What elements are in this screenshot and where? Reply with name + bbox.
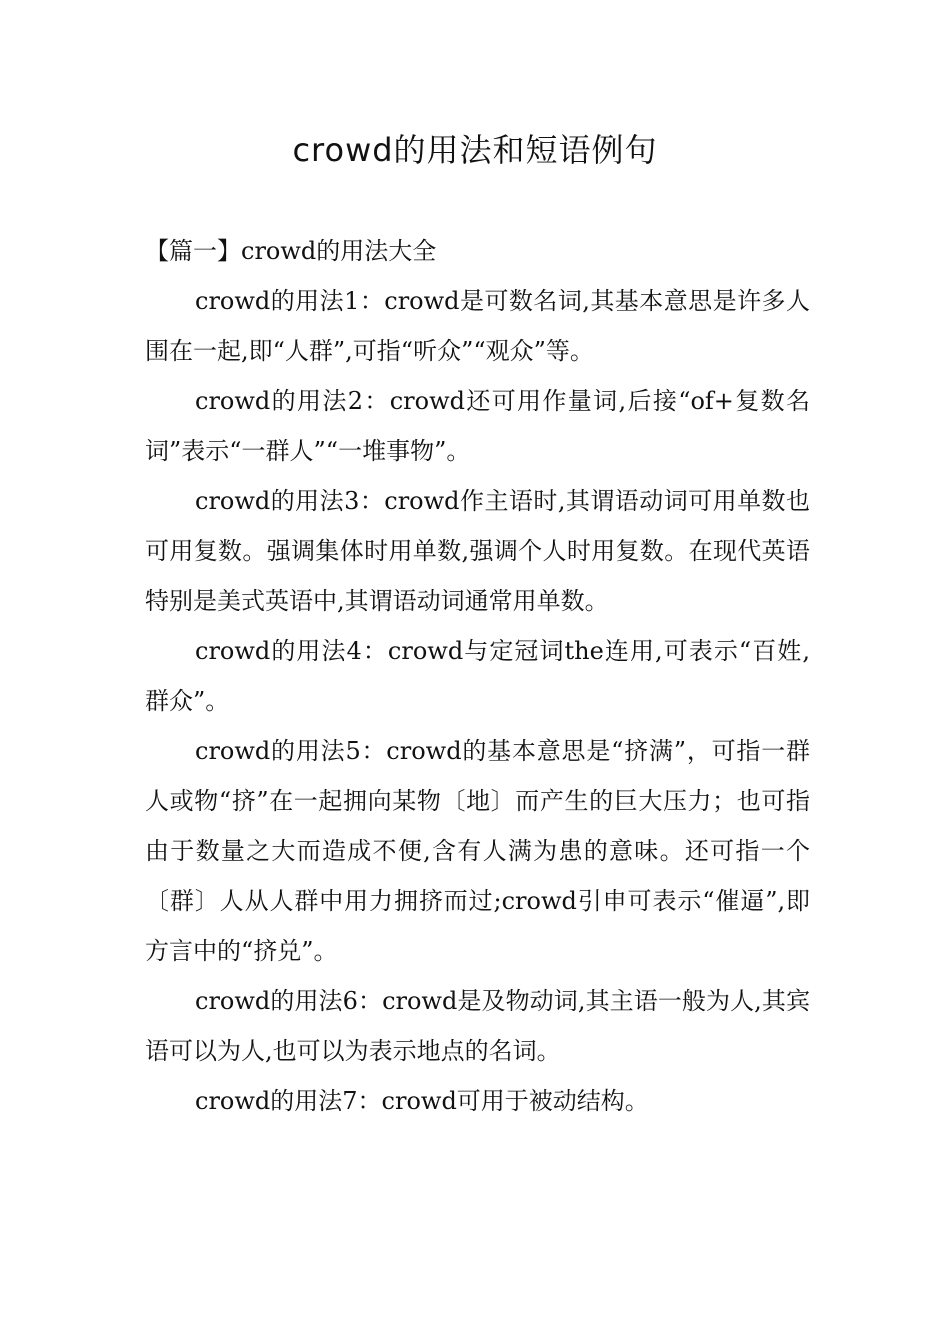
paragraph-usage-2: crowd的用法2：crowd还可用作量词,后接“of+复数名词”表示“一群人”“一堆事物”。 xyxy=(145,387,810,465)
document-title: crowd的用法和短语例句 xyxy=(292,131,658,169)
paragraph-usage-5: crowd的用法5：crowd的基本意思是“挤满”，可指一群人或物“挤”在一起拥向某物〔地〕而产生的巨大压力；也可指由于数量之大而造成不便,含有人满为患的意味。还可指一个〔群〕人从人群中用力拥挤而过;crowd引申可表示“催逼”,即方言中的“挤兑”。 xyxy=(145,737,810,965)
paragraph-usage-1: crowd的用法1：crowd是可数名词,其基本意思是许多人围在一起,即“人群”,可指“听众”“观众”等。 xyxy=(145,287,810,365)
paragraph-usage-6: crowd的用法6：crowd是及物动词,其主语一般为人,其宾语可以为人,也可以为表示地点的名词。 xyxy=(145,987,810,1065)
paragraph-usage-3: crowd的用法3：crowd作主语时,其谓语动词可用单数也可用复数。强调集体时用单数,强调个人时用复数。在现代英语特别是美式英语中,其谓语动词通常用单数。 xyxy=(145,487,810,615)
paragraph-usage-4: crowd的用法4：crowd与定冠词the连用,可表示“百姓,群众”。 xyxy=(145,637,810,715)
document-body xyxy=(145,226,810,1126)
paragraph-usage-7: crowd的用法7：crowd可用于被动结构。 xyxy=(195,1087,649,1115)
section-heading: 【篇一】crowd的用法大全 xyxy=(145,237,437,265)
